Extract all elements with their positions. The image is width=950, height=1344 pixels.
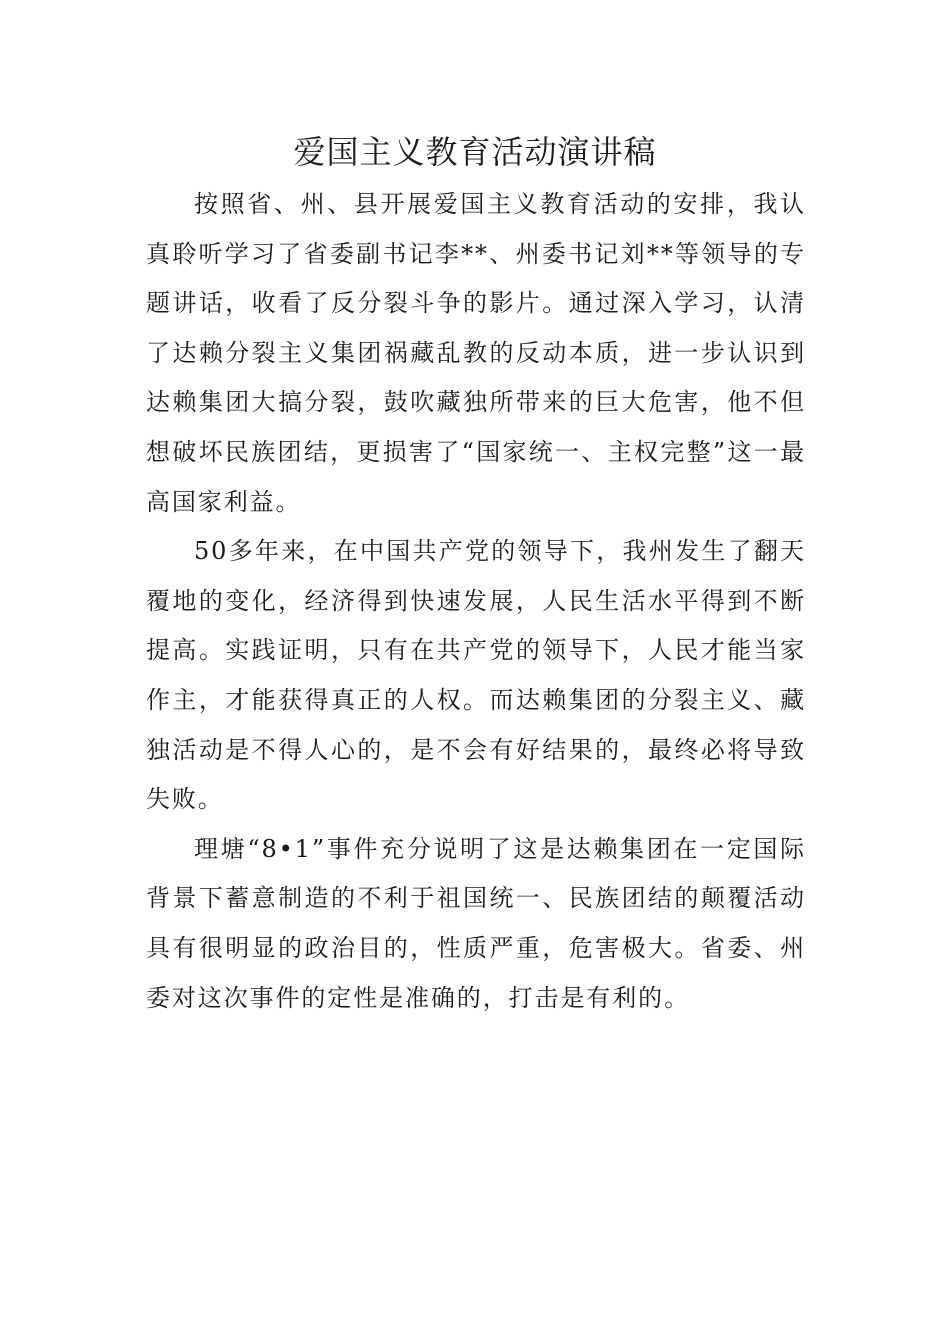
paragraph-1: 按照省、州、县开展爱国主义教育活动的安排，我认真聆听学习了省委副书记李**、州委书记刘**等领导的专题讲话，收看了反分裂斗争的影片。通过深入学习，认清了达赖分裂主义集团祸藏乱教的反动本质，进一步认识到达赖集团大搞分裂，鼓吹藏独所带来的巨大危害，他不但想破坏民族团结，更损害了“国家统一、主权完整”这一最高国家利益。	[146, 190, 806, 516]
paragraph-3: 理塘“8•1”事件充分说明了这是达赖集团在一定国际背景下蓄意制造的不利于祖国统一、民族团结的颠覆活动具有很明显的政治目的，性质严重，危害极大。省委、州委对这次事件的定性是准确的，打击是有利的。	[146, 834, 806, 1012]
paragraph-2: 50多年来，在中国共产党的领导下，我州发生了翻天覆地的变化，经济得到快速发展，人民生活水平得到不断提高。实践证明，只有在共产党的领导下，人民才能当家作主，才能获得真正的人权。而达赖集团的分裂主义、藏独活动是不得人心的，是不会有好结果的，最终必将导致失败。	[146, 537, 806, 814]
document-body	[146, 180, 806, 1023]
document-title: 爱国主义教育活动演讲稿	[293, 133, 657, 171]
